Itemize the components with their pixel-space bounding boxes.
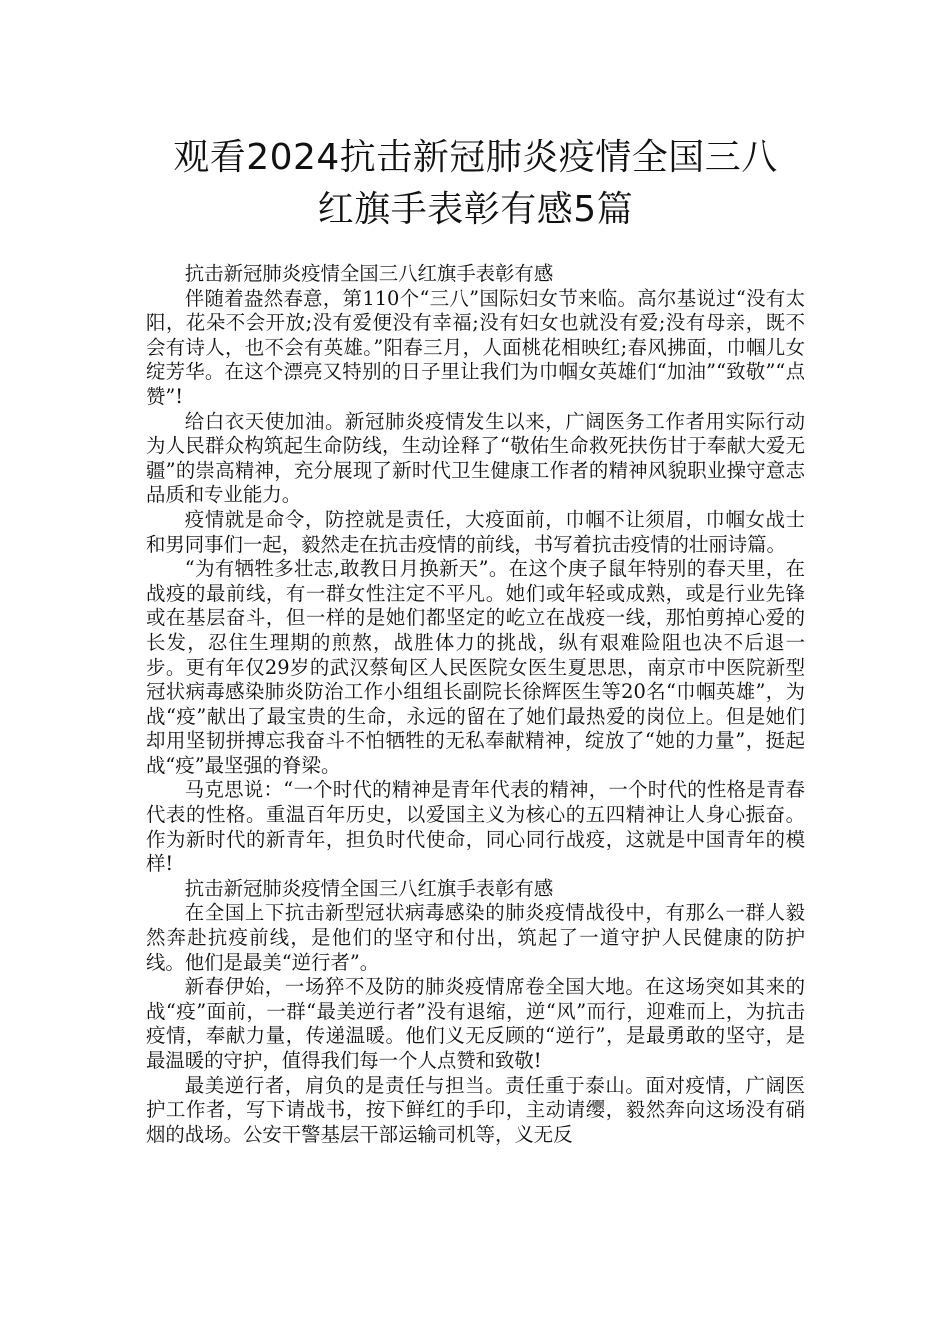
- paragraph: 马克思说：“一个时代的精神是青年代表的精神，一个时代的性格是青春代表的性格。重温百年历史，以爱国主义为核心的五四精神让人身心振奋。作为新时代的新青年，担负时代使命，同心同行战疫，这就是中国青年的模样!: [146, 778, 805, 876]
- section-heading: 抗击新冠肺炎疫情全国三八红旗手表彰有感: [184, 262, 554, 285]
- title-line-1: 观看2024抗击新冠肺炎疫情全国三八: [173, 137, 778, 178]
- paragraph: “为有牺牲多壮志,敢教日月换新天”。在这个庚子鼠年特别的春天里，在战疫的最前线，有一群女性注定不平凡。她们或年轻或成熟，或是行业先锋或在基层奋斗，但一样的是她们都坚定的屹立在战疫一线，那怕剪掉心爱的长发，忍住生理期的煎熬，战胜体力的挑战，纵有艰难险阻也决不后退一步。更有年仅29岁的武汉蔡甸区人民医院女医生夏思思，南京市中医院新型冠状病毒感染肺炎防治工作小组组长副院长徐辉医生等20名“巾帼英雄”，为战“疫”献出了最宝贵的生命，永远的留在了她们最热爱的岗位上。但是她们却用坚韧拼搏忘我奋斗不怕牺牲的无私奉献精神，绽放了“她的力量”，挺起战“疫”最坚强的脊梁。: [146, 557, 805, 777]
- paragraph: 在全国上下抗击新型冠状病毒感染的肺炎疫情战役中，有那么一群人毅然奔赴抗疫前线，是他们的坚守和付出，筑起了一道守护人民健康的防护线。他们是最美“逆行者”。: [146, 901, 805, 974]
- document-body: [146, 262, 805, 1147]
- paragraph: 最美逆行者，肩负的是责任与担当。责任重于泰山。面对疫情，广阔医护工作者，写下请战书，按下鲜红的手印，主动请缨，毅然奔向这场没有硝烟的战场。公安干警基层干部运输司机等，义无反: [146, 1073, 805, 1146]
- paragraph: 给白衣天使加油。新冠肺炎疫情发生以来，广阔医务工作者用实际行动为人民群众构筑起生命防线，生动诠释了“敬佑生命救死扶伤甘于奉献大爱无疆”的崇高精神，充分展现了新时代卫生健康工作者的精神风貌职业操守意志品质和专业能力。: [146, 409, 805, 507]
- document-title: [146, 132, 805, 236]
- paragraph: 疫情就是命令，防控就是责任，大疫面前，巾帼不让须眉，巾帼女战士和男同事们一起，毅然走在抗击疫情的前线，书写着抗击疫情的壮丽诗篇。: [146, 507, 805, 556]
- title-line-2: 红旗手表彰有感5篇: [317, 189, 634, 230]
- paragraph: 新春伊始，一场猝不及防的肺炎疫情席卷全国大地。在这场突如其来的战“疫”面前，一群“最美逆行者”没有退缩，逆“风”而行，迎难而上，为抗击疫情，奉献力量，传递温暖。他们义无反顾的“逆行”，是最勇敢的坚守，是最温暖的守护，值得我们每一个人点赞和致敬!: [146, 975, 805, 1072]
- paragraph: 伴随着盎然春意，第110个“三八”国际妇女节来临。高尔基说过“没有太阳，花朵不会开放;没有爱便没有幸福;没有妇女也就没有爱;没有母亲，既不会有诗人，也不会有英雄。”阳春三月，人面桃花相映红;春风拂面，巾帼儿女绽芳华。在这个漂亮又特别的日子里让我们为巾帼女英雄们“加油”“致敬”“点赞”!: [146, 286, 805, 408]
- section-heading: 抗击新冠肺炎疫情全国三八红旗手表彰有感: [184, 876, 554, 900]
